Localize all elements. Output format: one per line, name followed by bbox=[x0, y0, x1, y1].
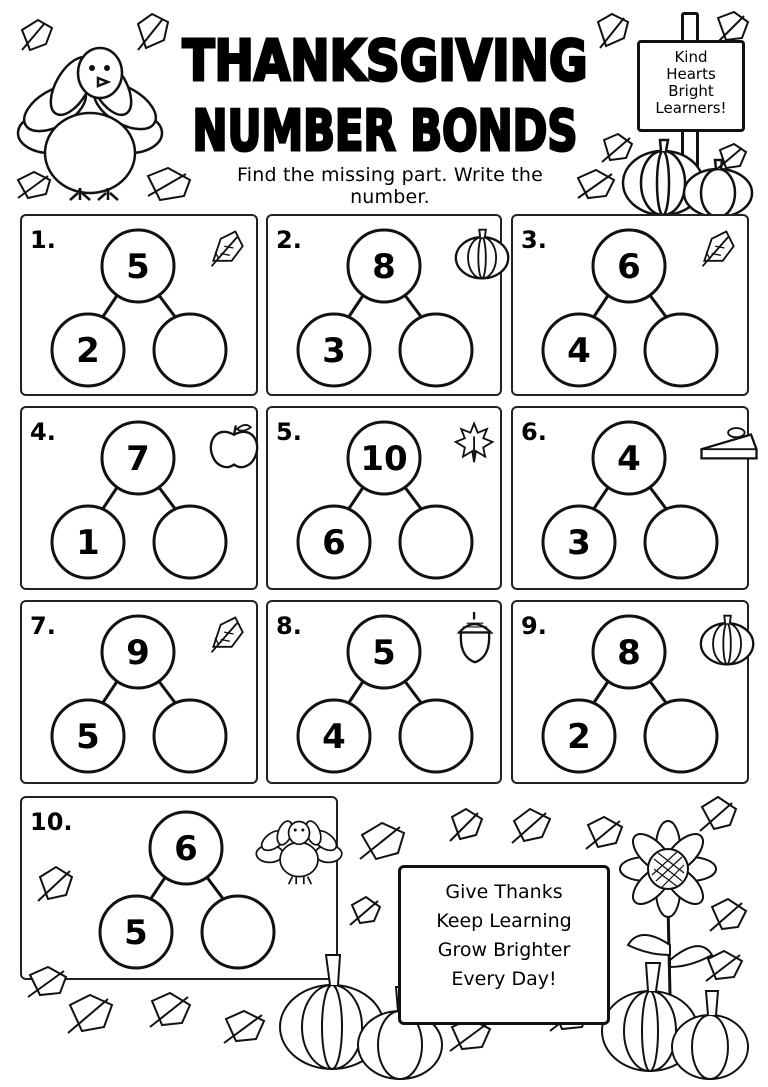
problem-number: 9. bbox=[521, 612, 547, 640]
sign-line: Kind bbox=[674, 48, 708, 66]
whole-value: 8 bbox=[372, 247, 396, 287]
apple-icon bbox=[206, 418, 262, 472]
number-bond-card bbox=[511, 214, 749, 396]
whole-value: 4 bbox=[617, 439, 641, 479]
problem-number: 6. bbox=[521, 418, 547, 446]
bond-line-left bbox=[348, 294, 364, 318]
number-bond-card bbox=[511, 406, 749, 590]
bond-line-left bbox=[593, 486, 609, 510]
missing-part-circle[interactable] bbox=[645, 700, 717, 772]
missing-part-circle[interactable] bbox=[645, 314, 717, 386]
bond-line-right bbox=[649, 486, 667, 510]
banner-line: Give Thanks bbox=[445, 881, 563, 903]
problem-number: 1. bbox=[30, 226, 56, 254]
missing-part-circle[interactable] bbox=[154, 700, 226, 772]
whole-value: 5 bbox=[126, 247, 150, 287]
part-value: 5 bbox=[124, 913, 148, 953]
number-bond-card bbox=[20, 600, 258, 784]
part-value: 2 bbox=[567, 717, 591, 757]
whole-value: 6 bbox=[617, 247, 641, 287]
sign-line: Bright bbox=[668, 82, 714, 100]
title-line-1: THANKSGIVING bbox=[182, 29, 588, 94]
part-value: 4 bbox=[322, 717, 346, 757]
part-value: 2 bbox=[76, 331, 100, 371]
problem-number: 4. bbox=[30, 418, 56, 446]
leaf-icon bbox=[206, 226, 250, 270]
bond-line-left bbox=[593, 680, 609, 704]
bond-line-left bbox=[102, 294, 118, 318]
whole-value: 7 bbox=[126, 439, 150, 479]
problem-number: 2. bbox=[276, 226, 302, 254]
part-value: 4 bbox=[567, 331, 591, 371]
number-bond-card bbox=[266, 406, 502, 590]
bond-line-left bbox=[102, 486, 118, 510]
bond-line-right bbox=[404, 680, 422, 704]
pumpkin-icon bbox=[697, 612, 759, 670]
problem-number: 5. bbox=[276, 418, 302, 446]
problem-number: 7. bbox=[30, 612, 56, 640]
give-thanks-banner bbox=[398, 865, 610, 1025]
bond-line-right bbox=[158, 486, 176, 510]
bond-line-right bbox=[649, 680, 667, 704]
leaf-icon bbox=[697, 226, 741, 270]
missing-part-circle[interactable] bbox=[400, 700, 472, 772]
part-value: 6 bbox=[322, 523, 346, 563]
whole-value: 10 bbox=[360, 439, 408, 479]
banner-line: Grow Brighter bbox=[437, 939, 571, 961]
instruction-text: Find the missing part. Write the number. bbox=[236, 164, 544, 208]
leaf-decorations-top bbox=[0, 0, 768, 210]
bond-line-right bbox=[158, 680, 176, 704]
missing-part-circle[interactable] bbox=[154, 314, 226, 386]
part-value: 3 bbox=[567, 523, 591, 563]
problem-number: 10. bbox=[30, 808, 73, 836]
bottom-decoration bbox=[0, 795, 768, 1087]
bond-line-left bbox=[348, 486, 364, 510]
bond-line-right bbox=[158, 294, 176, 318]
whole-value: 5 bbox=[372, 633, 396, 673]
missing-part-circle[interactable] bbox=[645, 506, 717, 578]
number-bond-card bbox=[20, 406, 258, 590]
whole-value: 8 bbox=[617, 633, 641, 673]
missing-part-circle[interactable] bbox=[400, 314, 472, 386]
pumpkin-icon bbox=[452, 226, 514, 284]
title-line-2: NUMBER BONDS bbox=[192, 99, 578, 164]
bond-line-left bbox=[348, 680, 364, 704]
missing-part-circle[interactable] bbox=[400, 506, 472, 578]
whole-value: 9 bbox=[126, 633, 150, 673]
whole-value: 6 bbox=[174, 829, 198, 869]
number-bond-card bbox=[266, 214, 502, 396]
bond-line-right bbox=[404, 486, 422, 510]
bond-line-right bbox=[404, 294, 422, 318]
sign-line: Learners! bbox=[655, 99, 727, 117]
problem-number: 3. bbox=[521, 226, 547, 254]
bond-line-left bbox=[593, 294, 609, 318]
part-value: 1 bbox=[76, 523, 100, 563]
bond-line-left bbox=[102, 680, 118, 704]
part-value: 5 bbox=[76, 717, 100, 757]
problem-number: 8. bbox=[276, 612, 302, 640]
bond-line-right bbox=[649, 294, 667, 318]
acorn-icon bbox=[452, 612, 498, 666]
leaf-icon bbox=[206, 612, 250, 656]
number-bond-card bbox=[266, 600, 502, 784]
pie-icon bbox=[697, 418, 761, 462]
part-value: 3 bbox=[322, 331, 346, 371]
number-bond-card bbox=[20, 214, 258, 396]
missing-part-circle[interactable] bbox=[154, 506, 226, 578]
banner-line: Every Day! bbox=[451, 968, 557, 990]
number-bond-card bbox=[511, 600, 749, 784]
banner-line: Keep Learning bbox=[436, 910, 572, 932]
maple-leaf-icon bbox=[452, 418, 498, 464]
sign-line: Hearts bbox=[666, 65, 716, 83]
